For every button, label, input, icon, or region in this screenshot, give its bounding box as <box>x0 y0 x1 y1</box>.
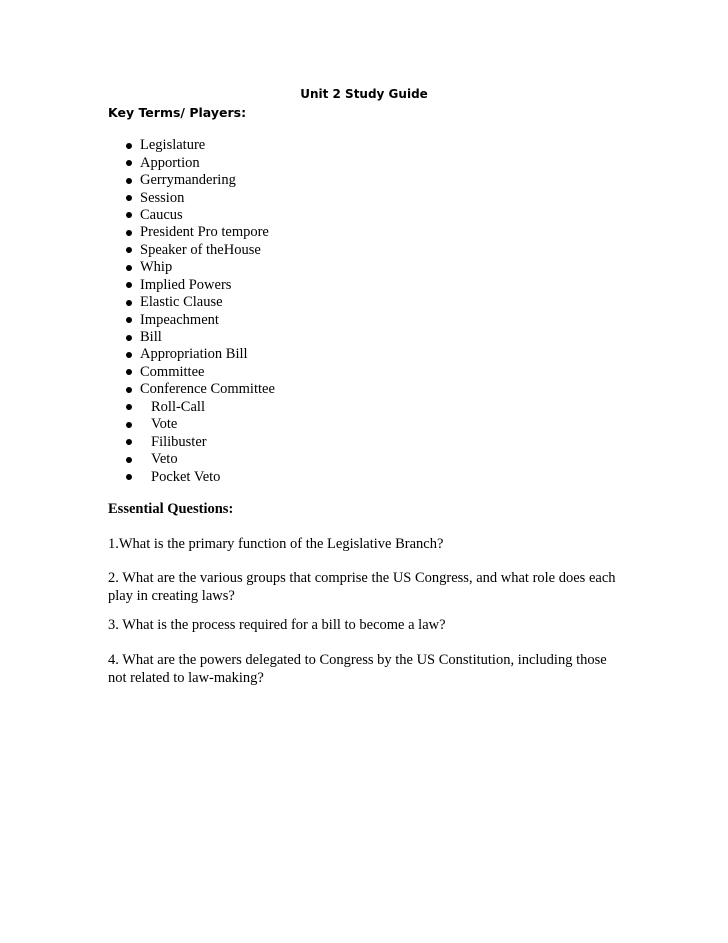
bullet-dot-icon <box>126 439 132 445</box>
list-item <box>126 346 275 363</box>
list-item <box>126 329 275 346</box>
list-item <box>126 242 275 259</box>
bullet-dot-icon <box>126 160 132 166</box>
key-term-label: Apportion <box>140 154 200 171</box>
list-item <box>126 224 275 241</box>
question-4: 4. What are the powers delegated to Congress by the US Constitution, including those not related to law-making? <box>108 652 607 686</box>
list-item <box>126 311 275 328</box>
bullet-dot-icon <box>126 230 132 236</box>
key-term-label: Legislature <box>140 137 206 154</box>
question-2: 2. What are the various groups that comprise the US Congress, and what role does each play in creating laws? <box>108 570 616 604</box>
essential-questions-heading: Essential Questions: <box>108 501 234 517</box>
key-terms-heading: Key Terms/ Players: <box>108 105 247 120</box>
list-item <box>126 259 275 276</box>
key-term-label: Implied Powers <box>140 276 232 293</box>
list-item <box>126 277 275 294</box>
bullet-dot-icon <box>126 265 132 271</box>
bullet-dot-icon <box>126 282 132 288</box>
key-term-label: Vote <box>151 416 178 433</box>
bullet-dot-icon <box>126 457 132 463</box>
bullet-dot-icon <box>126 212 132 218</box>
key-term-label: Session <box>140 189 185 206</box>
question-3: 3. What is the process required for a bill to become a law? <box>108 617 446 633</box>
key-term-label: Elastic Clause <box>140 294 223 311</box>
bullet-dot-icon <box>126 300 132 306</box>
list-item <box>126 294 275 311</box>
bullet-dot-icon <box>126 422 132 428</box>
bullet-dot-icon <box>126 404 132 410</box>
key-term-label: Caucus <box>140 206 183 223</box>
key-term-label: Bill <box>140 329 162 346</box>
key-term-label: Whip <box>140 259 173 276</box>
key-term-label: Speaker of theHouse <box>140 241 261 258</box>
key-term-label: President Pro tempore <box>140 224 269 241</box>
bullet-dot-icon <box>126 369 132 375</box>
question-1: 1.What is the primary function of the Legislative Branch? <box>108 536 444 552</box>
key-term-label: Veto <box>151 451 178 468</box>
bullet-dot-icon <box>126 178 132 184</box>
bullet-dot-icon <box>126 474 132 480</box>
bullet-dot-icon <box>126 247 132 253</box>
key-term-label: Roll-Call <box>151 398 205 415</box>
list-item <box>126 207 275 224</box>
list-item <box>126 137 275 154</box>
list-item <box>126 468 275 485</box>
bullet-dot-icon <box>126 317 132 323</box>
key-term-label: Pocket Veto <box>151 468 221 485</box>
key-term-label: Gerrymandering <box>140 172 236 189</box>
key-terms-list <box>126 137 275 486</box>
list-item <box>126 189 275 206</box>
bullet-dot-icon <box>126 352 132 358</box>
list-item <box>126 399 275 416</box>
list-item <box>126 451 275 468</box>
list-item <box>126 172 275 189</box>
list-item <box>126 154 275 171</box>
bullet-dot-icon <box>126 387 132 393</box>
bullet-dot-icon <box>126 335 132 341</box>
list-item <box>126 416 275 433</box>
page-title: Unit 2 Study Guide <box>300 87 428 101</box>
key-term-label: Committee <box>140 363 205 380</box>
list-item <box>126 381 275 398</box>
list-item <box>126 433 275 450</box>
bullet-dot-icon <box>126 195 132 201</box>
bullet-dot-icon <box>126 143 132 149</box>
key-term-label: Conference Committee <box>140 381 275 398</box>
key-term-label: Filibuster <box>151 433 207 450</box>
key-term-label: Impeachment <box>140 311 219 328</box>
list-item <box>126 364 275 381</box>
key-term-label: Appropriation Bill <box>140 346 248 363</box>
